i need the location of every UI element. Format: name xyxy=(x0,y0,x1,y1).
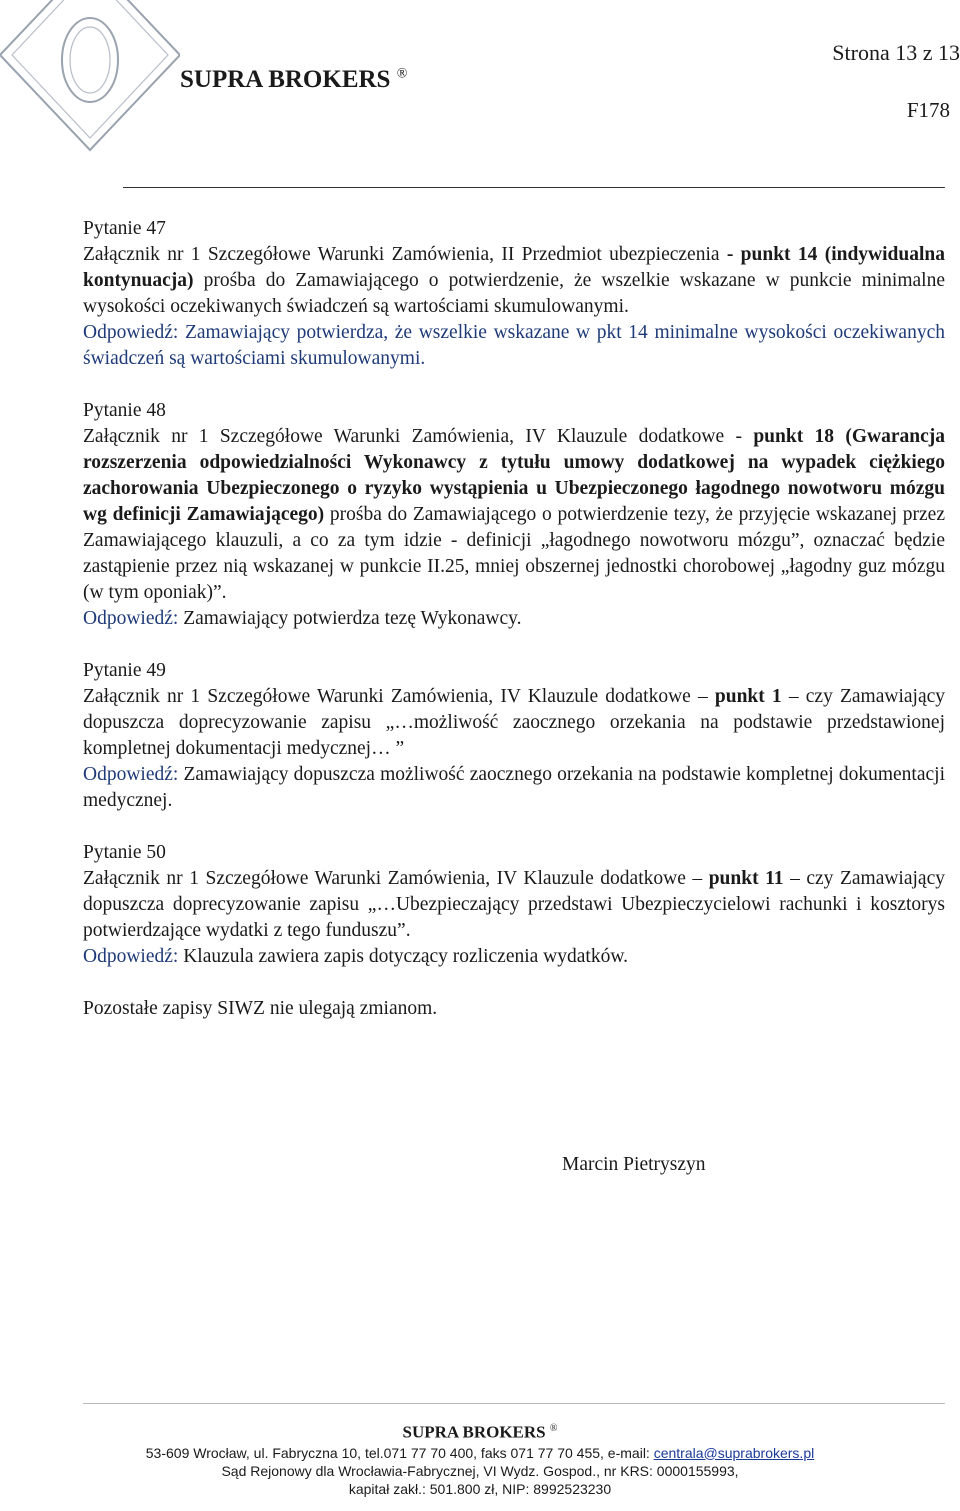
question-text: Załącznik nr 1 Szczegółowe Warunki Zamówienia, IV Klauzule dodatkowe - punkt 18 (Gwarancja rozszerzenia odpowiedzialności Wykonawcy z tytułu umowy dodatkowej na wypadek ciężkiego zachorowania Ubezpieczonego o ryzyko wystąpienia u Ubezpieczonego łagodnego nowotworu mózgu wg definicji Zamawiającego) prośba do Zamawiającego o potwierdzenie tezy, że przyjęcie wskazanej przez Zamawiającego klauzuli, a co za tym idzie - definicji „łagodnego nowotworu mózgu”, oznaczać będzie zastąpienie przez nią wskazanej w punkcie II.25, mniej obszernej jednostki chorobowej „łagodny guz mózgu (w tym oponiak)”. xyxy=(83,426,945,603)
question-title: Pytanie 48 xyxy=(83,400,166,421)
question-section-48 xyxy=(83,398,945,632)
signature-name: Marcin Pietryszyn xyxy=(562,1154,706,1175)
registered-mark: ® xyxy=(396,66,408,82)
answer-text: Odpowiedź: Zamawiający potwierdza, że wszelkie wskazane w pkt 14 minimalne wysokości oczekiwanych świadczeń są wartościami skumulowanymi. xyxy=(83,322,945,369)
answer-text: Odpowiedź: Zamawiający dopuszcza możliwość zaocznego orzekania na podstawie kompletnej dokumentacji medycznej. xyxy=(83,764,945,811)
footer xyxy=(0,1418,960,1498)
footer-brand: SUPRA BROKERS ® xyxy=(402,1422,558,1442)
question-section-49 xyxy=(83,658,945,814)
supra-brokers-logo xyxy=(0,0,180,155)
footer-court: Sąd Rejonowy dla Wrocławia-Fabrycznej, VI Wydz. Gospod., nr KRS: 0000155993, xyxy=(221,1462,739,1479)
header-divider xyxy=(123,187,945,188)
question-text: Załącznik nr 1 Szczegółowe Warunki Zamówienia, II Przedmiot ubezpieczenia - punkt 14 (indywidualna kontynuacja) prośba do Zamawiającego o potwierdzenie, że wszelkie wskazane w punkcie minimalne wysokości oczekiwanych świadczeń są wartościami skumulowanymi. xyxy=(83,244,946,317)
header-brand xyxy=(180,66,407,94)
question-text: Załącznik nr 1 Szczegółowe Warunki Zamówienia, IV Klauzule dodatkowe – punkt 1 – czy Zamawiający dopuszcza doprecyzowanie zapisu „…możliwość zaocznego orzekania na podstawie przedstawionej kompletnej dokumentacji medycznej… ” xyxy=(83,686,945,759)
document-code: F178 xyxy=(906,98,950,122)
footer-address: 53-609 Wrocław, ul. Fabryczna 10, tel.071 77 70 400, faks 071 77 70 455, e-mail: centrala@suprabrokers.pl xyxy=(145,1444,815,1461)
footer-capital: kapitał zakł.: 501.800 zł, NIP: 8992523230 xyxy=(348,1480,612,1497)
question-title: Pytanie 49 xyxy=(83,660,166,681)
email-link[interactable]: centrala@suprabrokers.pl xyxy=(653,1444,815,1461)
question-section-50 xyxy=(83,840,945,970)
page-number: Strona 13 z 13 xyxy=(832,40,960,65)
answer-text: Odpowiedź: Zamawiający potwierdza tezę Wykonawcy. xyxy=(83,608,522,629)
answer-label: Odpowiedź: xyxy=(83,608,179,629)
answer-label: Odpowiedź: xyxy=(83,946,179,967)
registered-mark: ® xyxy=(549,1423,558,1434)
question-section-47 xyxy=(83,216,945,372)
header-brand-text: SUPRA BROKERS xyxy=(180,66,391,93)
question-title: Pytanie 50 xyxy=(83,842,166,863)
answer-label: Odpowiedź: xyxy=(83,764,179,785)
document-body xyxy=(83,216,945,1048)
answer-text: Odpowiedź: Klauzula zawiera zapis dotyczący rozliczenia wydatków. xyxy=(83,946,629,967)
closing-text: Pozostałe zapisy SIWZ nie ulegają zmianom. xyxy=(83,998,438,1019)
closing-note xyxy=(83,996,945,1022)
answer-label: Odpowiedź: xyxy=(83,322,179,343)
question-text: Załącznik nr 1 Szczegółowe Warunki Zamówienia, IV Klauzule dodatkowe – punkt 11 – czy Zamawiający dopuszcza doprecyzowanie zapisu „…Ubezpieczający przedstawi Ubezpieczycielowi rachunki i kosztorys potwierdzające wydatki z tego funduszu”. xyxy=(83,868,945,941)
footer-divider xyxy=(83,1403,945,1404)
question-title: Pytanie 47 xyxy=(83,218,166,239)
